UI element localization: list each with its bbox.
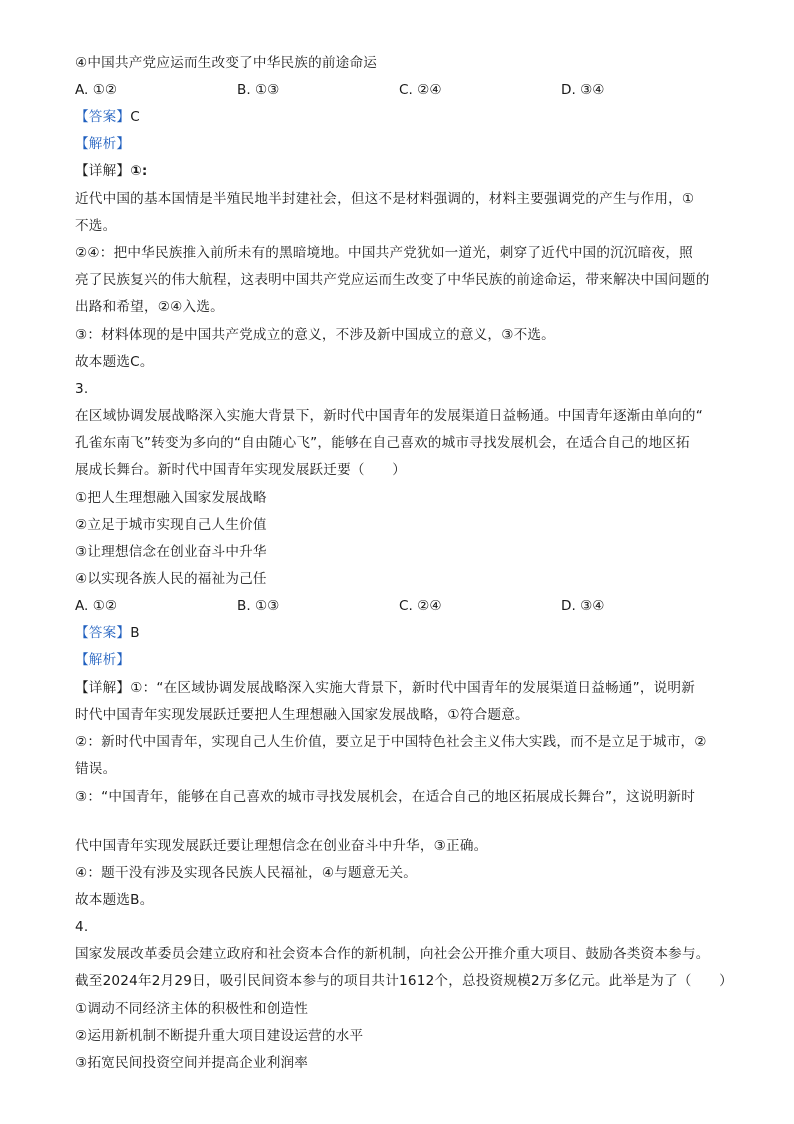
q2-analysis-tag: 【解析】 (75, 136, 131, 152)
q3-explanation-line: 错误。 (75, 761, 117, 777)
q2-options (75, 80, 735, 100)
q3-explanation-line: ④：题干没有涉及实现各民族人民福祉，④与题意无关。 (75, 865, 418, 881)
q2-detail-row (75, 161, 148, 181)
q2-explanation-line: 亮了民族复兴的伟大航程，这表明中国共产党应运而生改变了中华民族的前途命运，带来解决中国问题的 (75, 272, 710, 288)
q2-explanation-line: 不选。 (75, 218, 117, 234)
q3-statement-1: ①把人生理想融入国家发展战略 (75, 490, 267, 506)
q3-detail-row (75, 678, 695, 698)
q3-stem-line: 在区域协调发展战略深入实施大背景下，新时代中国青年的发展渠道日益畅通。中国青年逐渐由单向的“ (75, 408, 703, 424)
q2-option-d: D. ③④ (561, 82, 605, 98)
q4-statement-2: ②运用新机制不断提升重大项目建设运营的水平 (75, 1028, 364, 1044)
q4-number: 4. (75, 919, 89, 935)
q2-answer-value: C (130, 109, 140, 125)
q3-option-a: A. ①② (75, 598, 118, 614)
q2-answer-tag: 【答案】 (75, 109, 131, 125)
q3-option-b: B. ①③ (237, 598, 280, 614)
q2-option-c: C. ②④ (399, 82, 442, 98)
q3-conclusion: 故本题选B。 (75, 892, 154, 908)
q4-statement-3: ③拓宽民间投资空间并提高企业利润率 (75, 1055, 309, 1071)
q2-explanation-line: ③：材料体现的是中国共产党成立的意义，不涉及新中国成立的意义，③不选。 (75, 327, 555, 343)
q2-explanation-line: 出路和希望，②④入选。 (75, 299, 224, 315)
q3-option-c: C. ②④ (399, 598, 442, 614)
q3-analysis-tag: 【解析】 (75, 652, 131, 668)
q3-statement-4: ④以实现各族人民的福祉为己任 (75, 571, 267, 587)
q3-statement-2: ②立足于城市实现自己人生价值 (75, 517, 267, 533)
q2-detail-head: ①: (130, 163, 148, 179)
q2-option-a: A. ①② (75, 82, 118, 98)
q2-answer-row (75, 107, 140, 127)
q3-answer-value: B (130, 625, 140, 641)
q2-explanation-line: 近代中国的基本国情是半殖民地半封建社会，但这不是材料强调的，材料主要强调党的产生与作用，① (75, 191, 695, 207)
q3-answer-tag: 【答案】 (75, 625, 131, 641)
q3-detail-tag: 【详解】 (75, 680, 131, 696)
q3-explanation-line: ①：“在区域协调发展战略深入实施大背景下，新时代中国青年的发展渠道日益畅通”，说明新 (130, 680, 696, 696)
q4-stem-line: 国家发展改革委员会建立政府和社会资本合作的新机制，向社会公开推介重大项目、鼓励各类资本参与。 (75, 946, 710, 962)
q2-detail-tag: 【详解】 (75, 163, 131, 179)
q3-stem-line: 孔雀东南飞”转变为多向的“自由随心飞”，能够在自己喜欢的城市寻找发展机会，在适合自己的地区拓 (75, 435, 690, 451)
q2-option-b: B. ①③ (237, 82, 280, 98)
q3-option-d: D. ③④ (561, 598, 605, 614)
q2-statement-4: ④中国共产党应运而生改变了中华民族的前途命运 (75, 55, 378, 71)
q3-explanation-line: 时代中国青年实现发展跃迁要把人生理想融入国家发展战略，①符合题意。 (75, 707, 529, 723)
q3-explanation-line: 代中国青年实现发展跃迁要让理想信念在创业奋斗中升华，③正确。 (75, 838, 488, 854)
q4-statement-1: ①调动不同经济主体的积极性和创造性 (75, 1001, 309, 1017)
q4-stem-line: 截至2024年2月29日，吸引民间资本参与的项目共计1612个，总投资规模2万多亿元。此举是为了（ ） (75, 973, 733, 989)
q2-conclusion: 故本题选C。 (75, 354, 154, 370)
q3-answer-row (75, 623, 140, 643)
q2-explanation-line: ②④：把中华民族推入前所未有的黑暗境地。中国共产党犹如一道光，刺穿了近代中国的沉沉暗夜，照 (75, 245, 693, 261)
q3-options (75, 596, 735, 616)
q3-stem-line: 展成长舞台。新时代中国青年实现发展跃迁要（ ） (75, 462, 407, 478)
q3-explanation-line: ③：“中国青年，能够在自己喜欢的城市寻找发展机会，在适合自己的地区拓展成长舞台”，这说明新时 (75, 789, 695, 805)
q3-explanation-line: ②：新时代中国青年，实现自己人生价值，要立足于中国特色社会主义伟大实践，而不是立足于城市，② (75, 734, 707, 750)
q3-number: 3. (75, 381, 89, 397)
q3-statement-3: ③让理想信念在创业奋斗中升华 (75, 544, 267, 560)
